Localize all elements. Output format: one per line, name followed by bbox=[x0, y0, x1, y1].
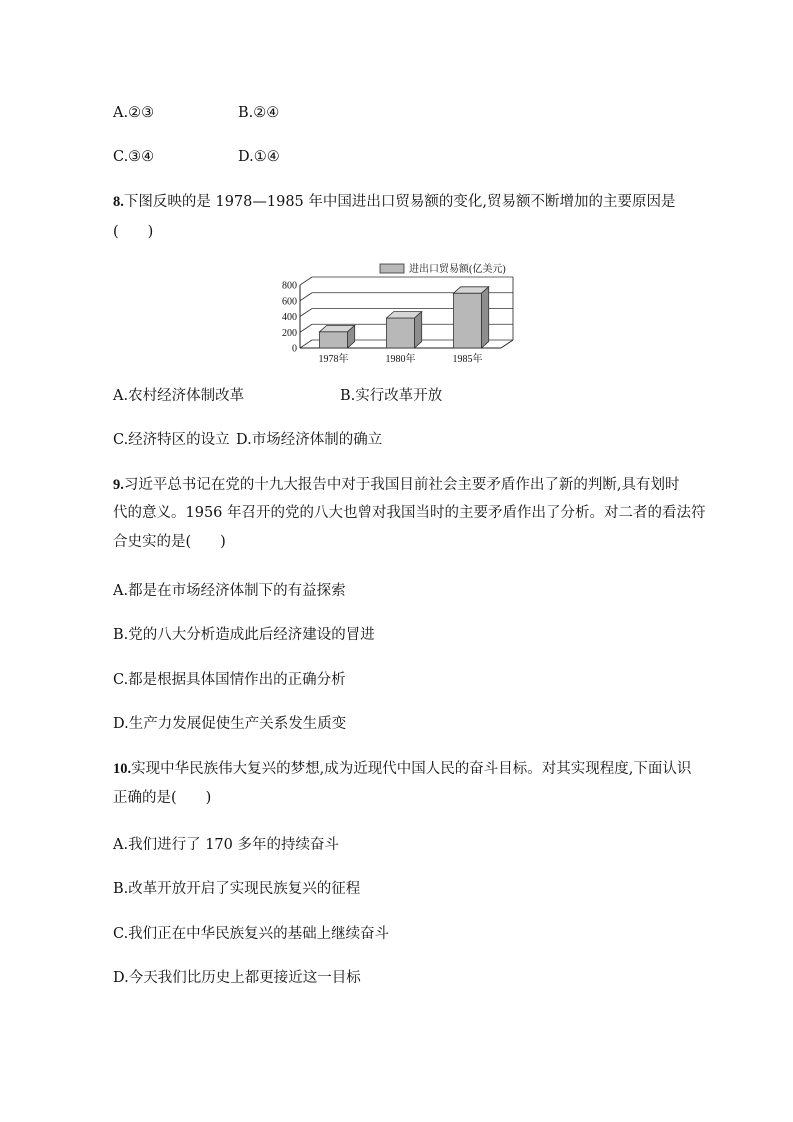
chart-x-tick-label: 1978年 bbox=[318, 354, 349, 365]
chart-x-ticks bbox=[319, 352, 483, 365]
q7-option-c: C.③④ bbox=[113, 149, 155, 165]
chart-x-tick-label: 1980年 bbox=[385, 354, 416, 365]
q9-option-a: A.都是在市场经济体制下的有益探索 bbox=[113, 583, 346, 599]
q10-option-d: D.今天我们比历史上都更接近这一目标 bbox=[113, 970, 361, 986]
q10-stem-line1 bbox=[113, 759, 691, 779]
chart-grid-diagonal bbox=[300, 340, 312, 348]
q9-option-b: B.党的八大分析造成此后经济建设的冒进 bbox=[113, 627, 375, 643]
q10-number: 10. bbox=[113, 761, 132, 777]
chart-bar bbox=[454, 293, 482, 348]
chart-x-tick-label: 1985年 bbox=[452, 354, 483, 365]
q9-option-d: D.生产力发展促使生产关系发生质变 bbox=[113, 716, 347, 732]
chart-bar bbox=[387, 318, 415, 348]
trade-bar-chart bbox=[276, 258, 521, 370]
q9-stem-text-1: 习近平总书记在党的十九大报告中对于我国目前社会主要矛盾作出了新的判断,具有划时 bbox=[123, 477, 680, 493]
chart-grid-diagonal bbox=[300, 277, 312, 285]
q7-option-d: D.①④ bbox=[238, 149, 280, 165]
chart-y-tick-label: 0 bbox=[292, 343, 297, 355]
chart-y-ticks bbox=[282, 281, 297, 355]
chart-grid-diagonal bbox=[300, 309, 312, 317]
q9-stem-line1 bbox=[113, 475, 679, 495]
chart-floor-edge bbox=[501, 340, 513, 348]
chart-y-tick-label: 400 bbox=[282, 312, 297, 323]
q8-option-c: C.经济特区的设立 bbox=[113, 432, 230, 448]
chart-y-tick-label: 600 bbox=[282, 296, 297, 308]
chart-legend-label: 进出口贸易额(亿美元) bbox=[409, 264, 506, 275]
q10-option-a: A.我们进行了 170 多年的持续奋斗 bbox=[113, 837, 339, 853]
q9-option-c: C.都是根据具体国情作出的正确分析 bbox=[113, 672, 346, 688]
chart-y-tick-label: 800 bbox=[282, 280, 297, 292]
chart-bar-side bbox=[415, 312, 422, 348]
q10-option-c: C.我们正在中华民族复兴的基础上继续奋斗 bbox=[113, 926, 390, 942]
q8-number: 8. bbox=[113, 194, 124, 210]
q8-option-d: D.市场经济体制的确立 bbox=[236, 432, 383, 448]
chart-legend-swatch bbox=[380, 264, 404, 273]
chart-legend bbox=[380, 262, 506, 275]
chart-bar-side bbox=[482, 287, 489, 348]
q10-option-b: B.改革开放开启了实现民族复兴的征程 bbox=[113, 881, 361, 897]
q10-stem-text-1: 实现中华民族伟大复兴的梦想,成为近现代中国人民的奋斗目标。对其实现程度,下面认识 bbox=[131, 761, 692, 777]
chart-grid-diagonal bbox=[300, 324, 312, 332]
chart-bars bbox=[320, 287, 489, 348]
chart-bar bbox=[320, 332, 348, 348]
q9-stem-line3: 合史实的是( ) bbox=[113, 534, 226, 550]
q8-option-b: B.实行改革开放 bbox=[340, 388, 443, 404]
q7-option-b: B.②④ bbox=[238, 105, 280, 121]
q8-answer-paren: ( ) bbox=[113, 224, 154, 240]
chart-grid-diagonal bbox=[300, 293, 312, 301]
q9-number: 9. bbox=[113, 477, 124, 493]
chart-svg bbox=[276, 258, 521, 370]
q8-option-a: A.农村经济体制改革 bbox=[113, 388, 245, 404]
q8-stem bbox=[113, 192, 676, 212]
q8-stem-text: 下图反映的是 1978—1985 年中国进出口贸易额的变化,贸易额不断增加的主要原因是 bbox=[123, 194, 676, 210]
q10-stem-line2: 正确的是( ) bbox=[113, 790, 212, 806]
q9-stem-line2: 代的意义。1956 年召开的党的八大也曾对我国当时的主要矛盾作出了分析。对二者的看法符 bbox=[113, 505, 706, 521]
chart-y-tick-label: 200 bbox=[282, 327, 297, 339]
q7-option-a: A.②③ bbox=[113, 105, 155, 121]
